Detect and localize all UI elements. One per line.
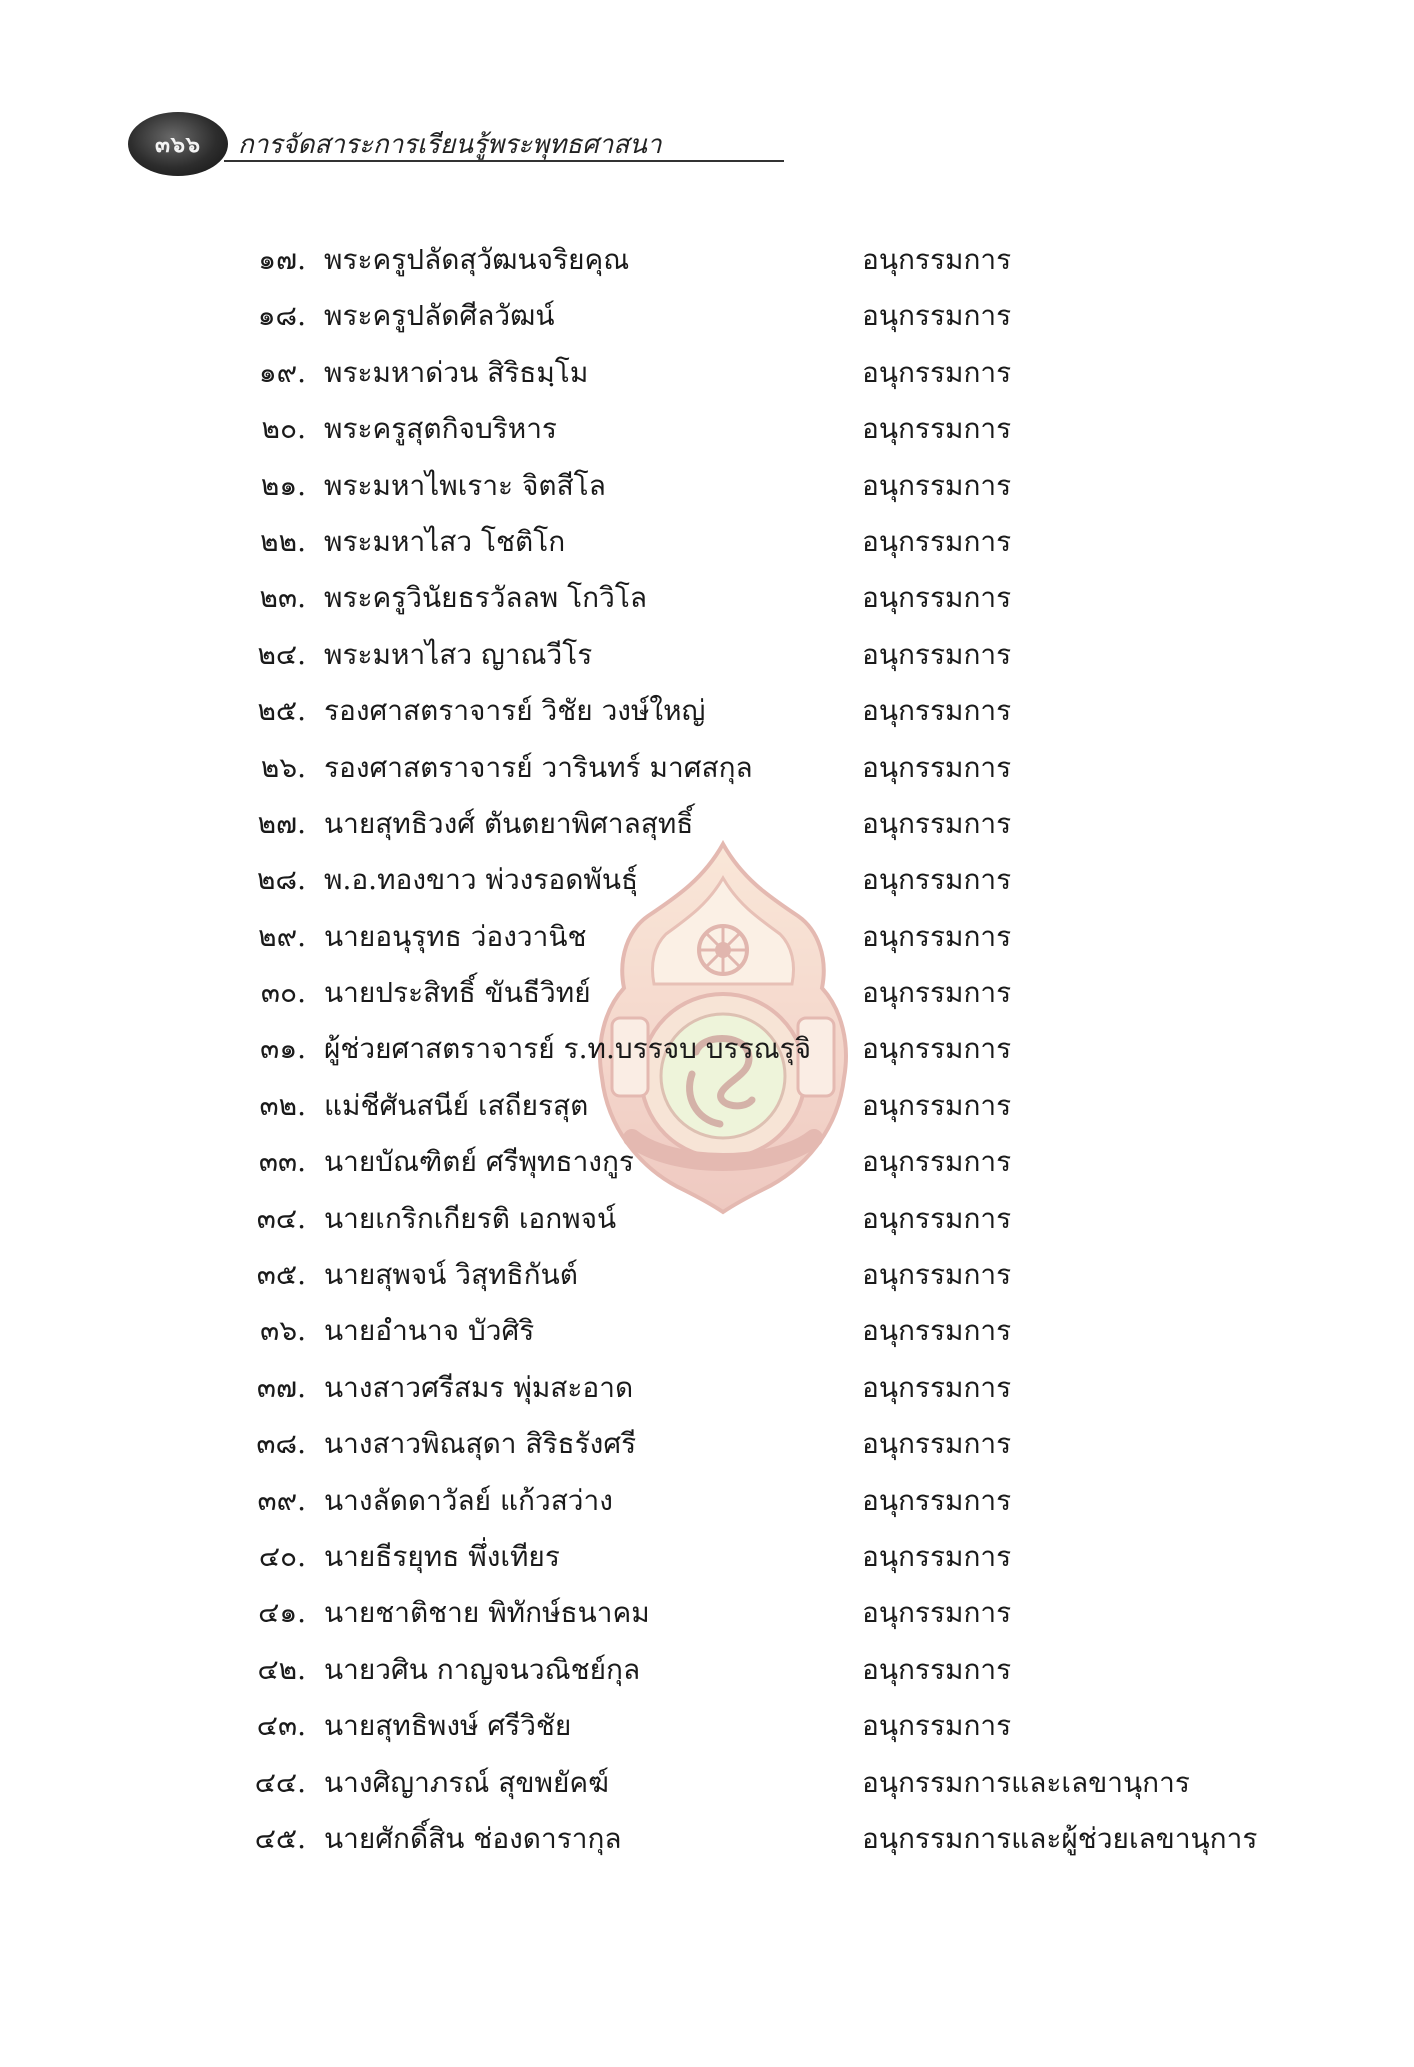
member-role: อนุกรรมการ [862,1032,1012,1066]
member-name: พระมหาด่วน สิริธมฺโม [324,355,589,389]
member-number: ๑๙. [258,355,306,389]
member-name: รองศาสตราจารย์ วิชัย วงษ์ใหญ่ [324,694,706,728]
member-row [0,1191,1414,1247]
member-role: อนุกรรมการ [862,1145,1012,1179]
member-name: พระมหาไสว ญาณวีโร [324,637,593,671]
member-row [0,458,1414,514]
member-role: อนุกรรมการและผู้ช่วยเลขานุการ [862,1821,1258,1855]
member-role: อนุกรรมการ [862,468,1012,502]
member-role: อนุกรรมการ [862,750,1012,784]
member-row [0,1021,1414,1077]
member-row [0,1698,1414,1754]
member-row [0,1078,1414,1134]
member-row [0,1134,1414,1190]
member-name: นายชาติชาย พิทักษ์ธนาคม [324,1596,650,1630]
header-underline [224,160,784,162]
member-row [0,740,1414,796]
member-number: ๔๔. [254,1765,306,1799]
page-number-badge: ๓๖๖ [128,112,228,176]
member-name: ผู้ช่วยศาสตราจารย์ ร.ท.บรรจบ บรรณรุจิ [324,1032,812,1066]
member-number: ๑๗. [258,243,306,276]
member-number: ๑๘. [257,299,306,333]
member-role: อนุกรรมการ [862,806,1012,840]
member-row [0,683,1414,739]
member-row [0,1642,1414,1698]
member-number: ๓๕. [256,1258,306,1292]
member-number: ๓๙. [257,1483,306,1517]
member-row [0,627,1414,683]
member-row [0,1585,1414,1641]
member-role: อนุกรรมการ [862,694,1012,728]
member-name: นายศักดิ์สิน ช่องดารากุล [324,1821,622,1855]
member-role: อนุกรรมการและเลขานุการ [862,1765,1190,1799]
member-name: พระมหาไสว โชติโก [324,524,566,558]
member-role: อนุกรรมการ [862,637,1012,671]
member-name: นางสาวพิณสุดา สิริธรังศรี [324,1427,637,1461]
member-number: ๓๗. [256,1370,306,1404]
member-name: พระครูปลัดสุวัฒนจริยคุณ [324,243,630,276]
member-name: นายสุทธิพงษ์ ศรีวิชัย [324,1709,572,1743]
member-name: นางสาวศรีสมร พุ่มสะอาด [324,1370,634,1404]
member-row [0,1303,1414,1359]
member-number: ๒๙. [258,919,306,953]
member-number: ๒๑. [260,468,306,502]
member-row [0,345,1414,401]
member-role: อนุกรรมการ [862,1088,1012,1122]
member-role: อนุกรรมการ [862,1709,1012,1743]
member-number: ๓๘. [256,1427,306,1461]
member-name: นายอำนาจ บัวศิริ [324,1314,535,1348]
member-role: อนุกรรมการ [862,524,1012,558]
member-role: อนุกรรมการ [862,412,1012,446]
member-role: อนุกรรมการ [862,1483,1012,1517]
member-name: นายสุทธิวงศ์ ตันตยาพิศาลสุทธิ์ [324,806,694,840]
member-role: อนุกรรมการ [862,919,1012,953]
member-name: รองศาสตราจารย์ วารินทร์ มาศสกุล [324,750,753,784]
member-number: ๔๐. [258,1539,306,1573]
member-name: นายธีรยุทธ พึ่งเทียร [324,1539,560,1573]
member-name: พระครูวินัยธรวัลลพ โกวิโล [324,581,648,615]
member-role: อนุกรรมการ [862,1314,1012,1348]
member-role: อนุกรรมการ [862,1370,1012,1404]
member-row [0,1416,1414,1472]
member-role: อนุกรรมการ [862,1201,1012,1235]
member-number: ๒๗. [257,806,306,840]
member-row [0,1755,1414,1811]
member-name: นายบัณฑิตย์ ศรีพุทธางกูร [324,1145,634,1179]
member-number: ๒๓. [259,581,306,615]
member-row [0,965,1414,1021]
member-number: ๔๓. [256,1709,306,1743]
member-number: ๒๒. [260,524,306,558]
member-role: อนุกรรมการ [862,243,1012,276]
page-header [128,112,668,180]
member-row [0,1473,1414,1529]
member-row [0,1811,1414,1867]
member-role: อนุกรรมการ [862,581,1012,615]
member-row [0,852,1414,908]
member-name: นายวศิน กาญจนวณิชย์กุล [324,1652,641,1686]
member-number: ๔๑. [258,1596,306,1630]
member-number: ๔๒. [257,1652,306,1686]
member-number: ๒๖. [260,750,306,784]
member-row [0,796,1414,852]
member-number: ๒๘. [257,863,306,897]
member-row [0,514,1414,570]
member-name: พ.อ.ทองขาว พ่วงรอดพันธุ์ [324,863,639,897]
committee-member-list [0,232,1414,1867]
member-name: พระมหาไพเราะ จิตสีโล [324,468,606,502]
member-role: อนุกรรมการ [862,1652,1012,1686]
member-role: อนุกรรมการ [862,976,1012,1010]
member-number: ๓๒. [259,1088,306,1122]
member-name: นายเกริกเกียรติ เอกพจน์ [324,1201,617,1235]
member-row [0,1360,1414,1416]
member-role: อนุกรรมการ [862,299,1012,333]
member-number: ๒๐. [261,412,306,446]
member-number: ๓๔. [256,1201,306,1235]
running-header-title: การจัดสาระการเรียนรู้พระพุทธศาสนา [238,130,662,160]
member-row [0,1247,1414,1303]
member-row [0,909,1414,965]
member-name: นายประสิทธิ์ ขันธีวิทย์ [324,976,591,1010]
member-row [0,570,1414,626]
member-name: นายอนุรุทธ ว่องวานิช [324,919,587,953]
member-row [0,232,1414,288]
member-number: ๔๕. [254,1821,306,1855]
member-row [0,401,1414,457]
member-role: อนุกรรมการ [862,355,1012,389]
member-number: ๒๔. [257,637,306,671]
member-number: ๓๑. [260,1032,306,1066]
member-name: แม่ชีศันสนีย์ เสถียรสุต [324,1088,589,1122]
member-role: อนุกรรมการ [862,863,1012,897]
member-name: นางศิญาภรณ์ สุขพยัคฆ์ [324,1765,609,1799]
member-role: อนุกรรมการ [862,1596,1012,1630]
member-name: นายสุพจน์ วิสุทธิกันต์ [324,1258,578,1292]
member-number: ๓๓. [258,1145,306,1179]
member-name: พระครูสุตกิจบริหาร [324,412,557,446]
member-row [0,1529,1414,1585]
member-number: ๒๕. [257,694,306,728]
member-name: นางลัดดาวัลย์ แก้วสว่าง [324,1483,613,1517]
member-role: อนุกรรมการ [862,1539,1012,1573]
member-name: พระครูปลัดศีลวัฒน์ [324,299,555,333]
member-role: อนุกรรมการ [862,1427,1012,1461]
member-role: อนุกรรมการ [862,1258,1012,1292]
member-number: ๓๖. [260,1314,306,1348]
member-row [0,288,1414,344]
member-number: ๓๐. [260,976,306,1010]
